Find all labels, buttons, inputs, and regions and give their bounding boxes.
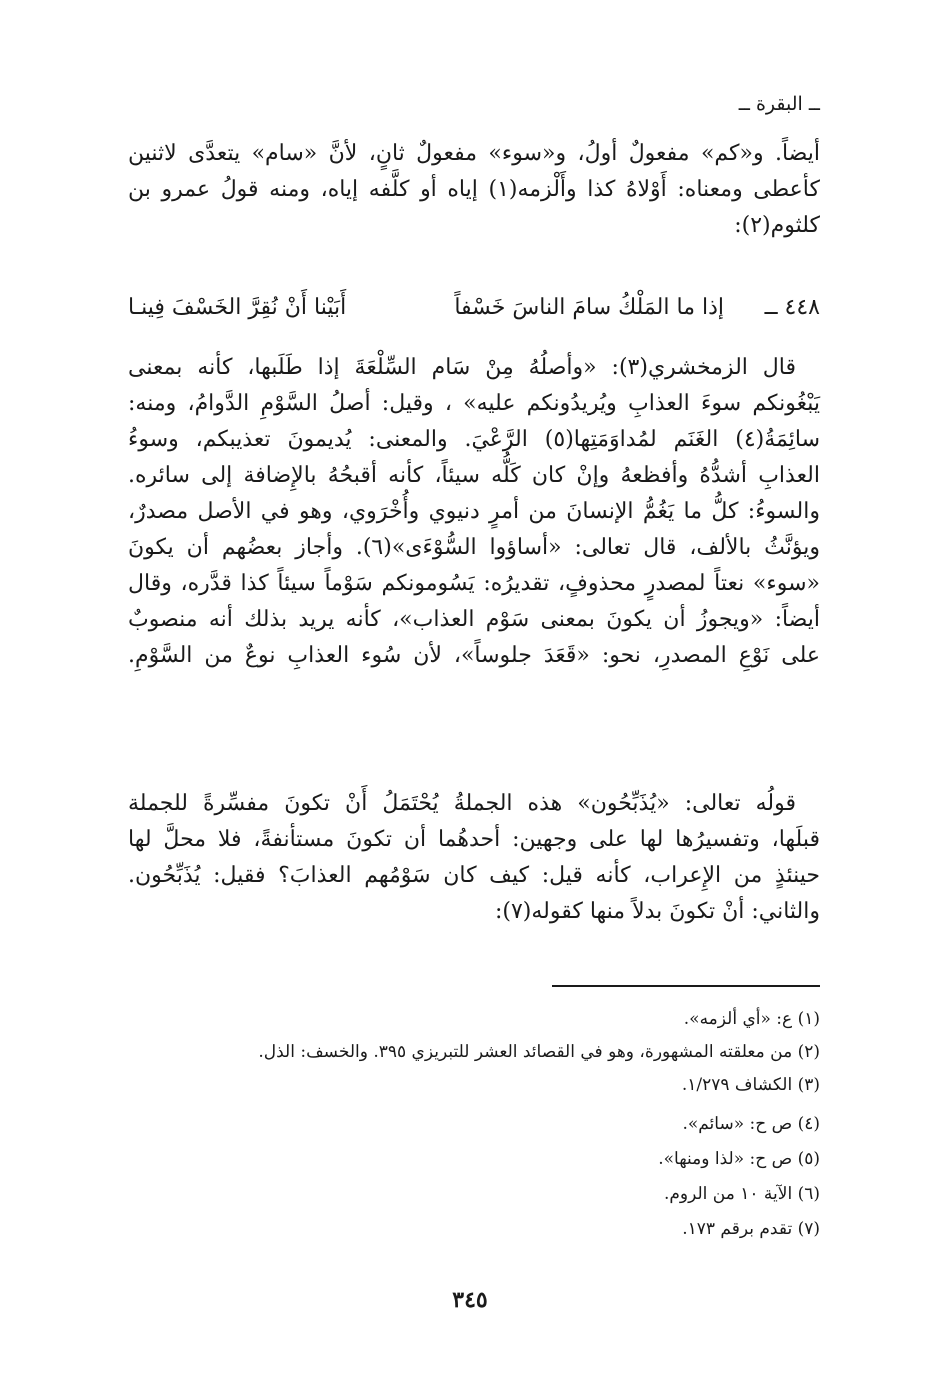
text-line: أيضاً. و«كم» مفعولٌ أولُ، و«سوء» مفعولٌ ثانٍ، لأنَّ «سام» يتعدَّى لاثنين [128,141,820,166]
text-line: والسوءُ: كلُّ ما يَغُمُّ الإنسانَ من أمرٍ دنيوي وأُخْرَوي، وهو في الأصل مصدرٌ، [128,499,820,524]
footnote-5: (٥) ص ح: «لذا ومنها». [658,1149,820,1169]
poetry-verse [128,288,820,328]
paragraph-1 [128,136,820,244]
text-line: قال الزمخشري(٣): «وأصلُهُ مِنْ سَام السِّلْعَةَ إذا طَلَبها، كأنه بمعنى [128,355,796,380]
footnote-7: (٧) تقدم برقم ١٧٣. [682,1219,820,1239]
text-line: العذابِ أشدُّهُ وأفظعهُ وإنْ كان كَلُّه سيئاً، كأنه أقبحُهُ بالإِضافة إلى سائره. [128,463,820,488]
footnote-6: (٦) الآية ١٠ من الروم. [663,1184,820,1204]
verse-number: ٤٤٨ ــ [764,295,820,320]
text-line: والثاني: أنْ تكونَ بدلاً منها كقوله(٧): [494,899,820,924]
footnote-separator [552,985,820,987]
running-header: ــ البقرة ــ [738,93,820,115]
text-line: يَبْغُونكم سوءَ العذابِ ويُريدُونكم عليه» ، وقيل: أصلُ السَّوْمِ الدَّوامُ، ومنه: [128,391,820,416]
text-line: قولُه تعالى: «يُذَبِّحُون» هذه الجملةُ يُحْتَمَلُ أَنْ تكونَ مفسِّرةً للجملة [128,791,796,816]
text-line: ويؤنَّثُ بالألف، قال تعالى: «أساؤوا السُّوْءَى»(٦). وأجاز بعضُهم أن يكونَ [128,535,820,560]
text-line: سائِمَةُ(٤) الغَنَم لمُداوَمَتِها(٥) الرَّعْيَ. والمعنى: يُديمونَ تعذيبكم، وسوءُ [128,427,821,452]
paragraph-2 [128,350,820,674]
footnote-2: (٢) من معلقته المشهورة، وهو في القصائد العشر للتبريزي ٣٩٥. والخسف: الذل. [258,1042,820,1062]
text-line: كأعطى ومعناه: أَوْلاهُ كذا وأَلْزمه(١) إياه أو كلَّفه إياه، ومنه قولُ عمرو بن [128,177,820,202]
text-line: قبلَها، وتفسيرُها لها على وجهين: أحدهُما أن تكونَ مستأنفةً، فلا محلَّ لها [128,827,820,852]
paragraph-3 [128,786,820,930]
verse-first-hemistich: إذا ما المَلْكُ سامَ الناسَ خَسْفاً [454,295,724,320]
footnote-3: (٣) الكشاف ١/٢٧٩. [681,1075,820,1095]
text-line: حينئذٍ من الإِعراب، كأنه قيل: كيف كان سَوْمُهم العذابَ؟ فقيل: يُذَبِّحُون. [128,863,820,888]
text-line: أيضاً: «ويجوزُ أن يكونَ بمعنى سَوْم العذاب»، كأنه يريد بذلك أنه منصوبٌ [128,607,820,632]
verse-second-hemistich: أَبَيْنا أَنْ نُقِرَّ الخَسْفَ فِينـا [128,295,347,320]
text-line: «سوء» نعتاً لمصدرٍ محذوفٍ، تقديرُه: يَسُومونكم سَوْماً سيئاً كذا قدَّره، وقال [128,571,820,596]
footnote-4: (٤) ص ح: «سائم». [682,1114,820,1134]
footnote-1: (١) ع: «أي ألزمه». [683,1009,820,1029]
page-number: ٣٤٥ [452,1287,488,1313]
text-line: كلثوم(٢): [734,213,820,238]
text-line: على نَوْعِ المصدرِ، نحو: «قَعَدَ جلوساً»، لأن سُوء العذابِ نوعٌ من السَّوْمِ. [128,643,820,668]
